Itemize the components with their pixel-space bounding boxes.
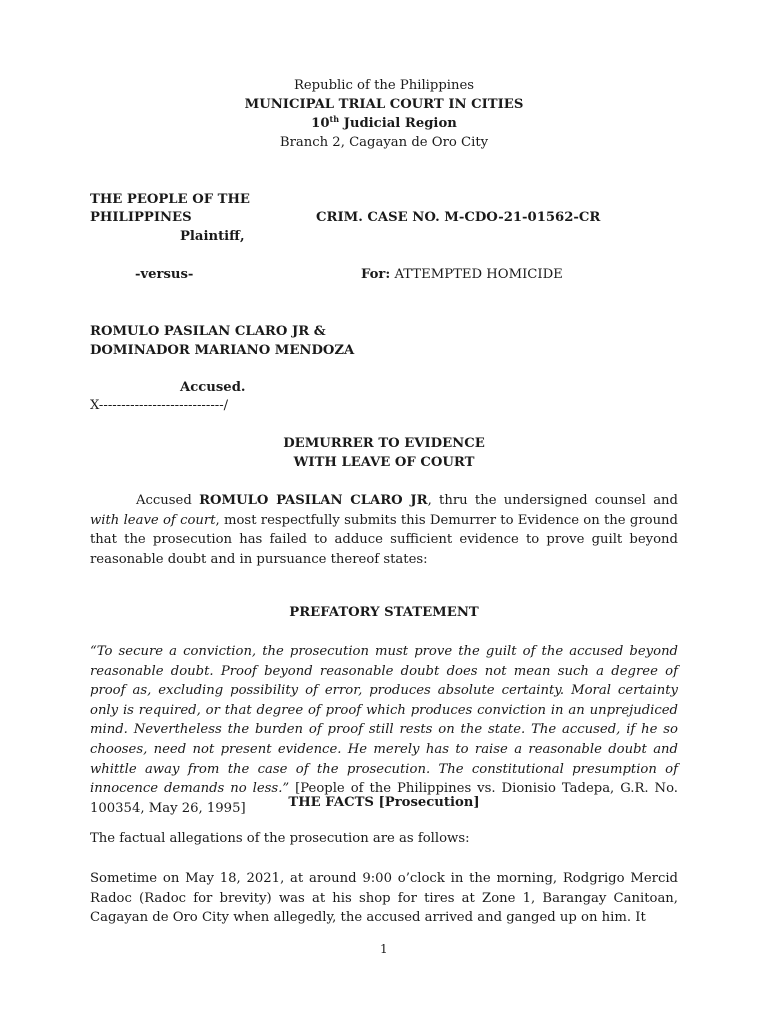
intro-text-1: Accused <box>136 493 200 508</box>
page-number: 1 <box>380 942 388 956</box>
offense-name: ATTEMPTED HOMICIDE <box>390 267 563 282</box>
facts-heading: THE FACTS [Prosecution] <box>288 795 480 810</box>
prefatory-heading: PREFATORY STATEMENT <box>289 605 479 620</box>
accused-label: Accused. <box>180 380 246 395</box>
intro-paragraph <box>90 491 678 569</box>
document-title-line-1: DEMURRER TO EVIDENCE <box>283 436 485 451</box>
accused-line-2: DOMINADOR MARIANO MENDOZA <box>90 343 355 358</box>
document-title-line-2: WITH LEAVE OF COURT <box>293 455 475 470</box>
offense <box>361 267 563 282</box>
accused-name: ROMULO PASILAN CLARO JR <box>199 493 428 508</box>
intro-text-3: , most respectfully submits this Demurrer to Evidence on the ground that the prosecution has failed to adduce sufficient evidence to prove guilt beyond reasonable doubt and in pursuance thereof states: <box>90 512 678 567</box>
for-label: For: <box>361 267 391 282</box>
facts-paragraph-1: Sometime on May 18, 2021, at around 9:00 o’clock in the morning, Rodgrigo Mercid Radoc (Radoc for brevity) was at his shop for tires at Zone 1, Barangay Canitoan, Cagayan de Oro City when allegedly, the accused arrived and ganged up on him. It <box>90 871 678 926</box>
facts-intro: The factual allegations of the prosecution are as follows: <box>90 831 470 846</box>
plaintiff-label: Plaintiff, <box>180 229 245 244</box>
region-text: Judicial Region <box>339 116 457 131</box>
case-number: CRIM. CASE NO. M-CDO-21-01562-CR <box>316 210 601 225</box>
leave-of-court-phrase: with leave of court <box>90 512 216 528</box>
region-number: 10 <box>311 116 330 131</box>
versus-label: -versus- <box>135 267 194 282</box>
intro-text-2: , thru the undersigned counsel and <box>427 493 678 508</box>
header-republic: Republic of the Philippines <box>293 78 475 93</box>
header-region <box>0 116 768 131</box>
quote-text: “To secure a conviction, the prosecution must prove the guilt of the accused beyond reasonable doubt. Proof beyond reasonable doubt does not mean such a degree of proof as, excluding possibility of error, produces absolute certainty. Moral certainty only is required, or that degree of proof which produces conviction in an unprejudiced mind. Nevertheless the burden of proof still rests on the state. The accused, if he so chooses, need not present evidence. He merely has to raise a reasonable doubt and whittle away from the case of the prosecution. The constitutional presumption of innocence demands no less.” <box>90 644 678 797</box>
accused-line-1: ROMULO PASILAN CLARO JR & <box>90 324 326 339</box>
region-superscript: th <box>329 114 340 124</box>
plaintiff-line-1: THE PEOPLE OF THE <box>90 192 250 207</box>
quote-citation: [People of the Philippines vs. Dionisio Tadepa, G.R. No. 100354, May 26, 1995] <box>90 781 678 816</box>
prefatory-quote <box>90 642 678 818</box>
plaintiff-line-2: PHILIPPINES <box>90 210 192 225</box>
header-court: MUNICIPAL TRIAL COURT IN CITIES <box>244 97 524 112</box>
caption-separator: X----------------------------/ <box>90 398 229 413</box>
header-branch: Branch 2, Cagayan de Oro City <box>279 135 489 150</box>
